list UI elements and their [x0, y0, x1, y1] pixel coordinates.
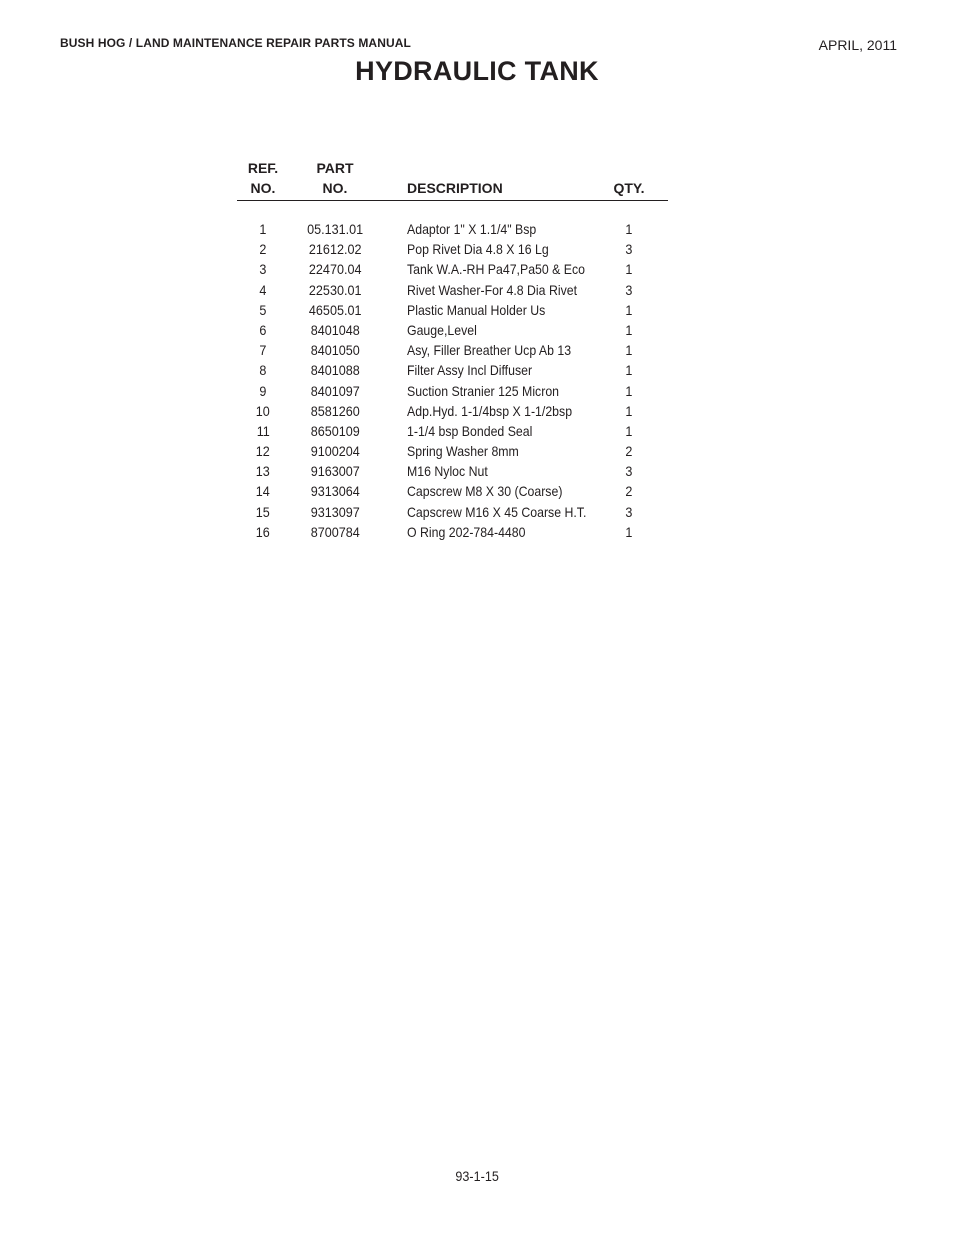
qty-cell-text: 3 — [625, 241, 633, 258]
header-ref-line1: REF. — [247, 160, 279, 176]
header-ref-line2: NO. — [250, 180, 276, 196]
part-number-cell-text: 22470.04 — [308, 261, 362, 278]
description-cell-text: Rivet Washer-For 4.8 Dia Rivet — [407, 281, 578, 298]
ref-cell — [237, 360, 289, 380]
part-number-cell — [297, 421, 373, 441]
part-number-cell-text: 9163007 — [310, 463, 360, 480]
qty-cell — [609, 421, 649, 441]
qty-cell — [609, 401, 649, 421]
ref-cell — [237, 239, 289, 259]
part-number-cell-text: 9313097 — [310, 503, 360, 520]
part-number-cell-text: 8401097 — [310, 382, 360, 399]
document-date: APRIL, 2011 — [818, 37, 897, 53]
table-row — [237, 300, 668, 320]
description-cell-text: Tank W.A.-RH Pa47,Pa50 & Eco — [407, 261, 586, 278]
header-part-line2: NO. — [322, 180, 348, 196]
qty-cell-text: 1 — [625, 402, 633, 419]
part-number-cell — [297, 300, 373, 320]
ref-cell — [237, 259, 289, 279]
description-cell-text: Capscrew M16 X 45 Coarse H.T. — [407, 503, 587, 520]
table-row — [237, 239, 668, 259]
description-cell — [407, 441, 534, 461]
qty-cell — [609, 381, 649, 401]
qty-cell-text: 1 — [625, 261, 633, 278]
table-row — [237, 280, 668, 300]
qty-cell-text: 1 — [625, 362, 633, 379]
description-cell-text: O Ring 202-784-4480 — [407, 523, 526, 540]
ref-cell — [237, 300, 289, 320]
description-cell-text: Filter Assy Incl Diffuser — [407, 362, 533, 379]
qty-cell — [609, 441, 649, 461]
part-number-cell-text: 46505.01 — [308, 301, 362, 318]
description-cell — [407, 320, 486, 340]
description-cell — [407, 481, 584, 501]
header-description: DESCRIPTION — [407, 180, 503, 196]
qty-cell-text: 3 — [625, 281, 633, 298]
part-number-cell-text: 22530.01 — [308, 281, 362, 298]
qty-cell-text: 1 — [625, 382, 633, 399]
description-cell — [407, 219, 554, 239]
parts-table — [237, 158, 668, 542]
description-cell — [407, 401, 595, 421]
qty-cell-text: 1 — [625, 523, 633, 540]
ref-cell — [237, 481, 289, 501]
table-row — [237, 401, 668, 421]
description-cell-text: Gauge,Level — [407, 321, 477, 338]
description-cell — [407, 421, 549, 441]
part-number-cell-text: 8700784 — [310, 523, 360, 540]
qty-cell-text: 1 — [625, 301, 633, 318]
header-qty: QTY. — [613, 180, 645, 196]
qty-cell-text: 3 — [625, 463, 633, 480]
part-number-cell — [297, 360, 373, 380]
part-number-cell — [297, 340, 373, 360]
part-number-cell — [297, 320, 373, 340]
qty-cell — [609, 481, 649, 501]
qty-cell — [609, 280, 649, 300]
ref-cell-text: 15 — [255, 503, 271, 520]
part-number-cell — [297, 219, 373, 239]
part-number-cell — [297, 502, 373, 522]
part-number-cell — [297, 481, 373, 501]
ref-cell-text: 16 — [255, 523, 271, 540]
ref-cell-text: 14 — [255, 483, 271, 500]
page-title: HYDRAULIC TANK — [355, 56, 599, 86]
table-row — [237, 461, 668, 481]
description-cell — [407, 340, 593, 360]
part-number-cell-text: 8401088 — [310, 362, 360, 379]
part-number-cell — [297, 239, 373, 259]
ref-cell-text: 5 — [259, 301, 267, 318]
part-number-cell-text: 21612.02 — [308, 241, 362, 258]
ref-cell-text: 3 — [259, 261, 267, 278]
table-row — [237, 381, 668, 401]
part-number-cell — [297, 280, 373, 300]
table-header — [237, 158, 668, 200]
table-row — [237, 481, 668, 501]
ref-cell — [237, 461, 289, 481]
description-cell-text: Spring Washer 8mm — [407, 443, 519, 460]
qty-cell-text: 1 — [625, 321, 633, 338]
qty-cell-text: 2 — [625, 483, 633, 500]
part-number-cell-text: 8581260 — [310, 402, 360, 419]
table-row — [237, 441, 668, 461]
page-number: 93-1-15 — [455, 1168, 499, 1184]
table-row — [237, 522, 668, 542]
part-number-cell-text: 9313064 — [310, 483, 360, 500]
description-cell — [407, 280, 600, 300]
qty-cell-text: 1 — [625, 221, 633, 237]
description-cell-text: Asy, Filler Breather Ucp Ab 13 — [407, 342, 572, 359]
ref-cell-text: 4 — [259, 281, 267, 298]
ref-cell — [237, 502, 289, 522]
table-row — [237, 340, 668, 360]
ref-cell-text: 10 — [255, 402, 271, 419]
ref-cell-text: 7 — [259, 342, 267, 359]
ref-cell-text: 8 — [259, 362, 267, 379]
manual-title: BUSH HOG / LAND MAINTENANCE REPAIR PARTS MANUAL — [60, 36, 411, 50]
part-number-cell — [297, 381, 373, 401]
description-cell-text: Plastic Manual Holder Us — [407, 301, 546, 318]
description-cell-text: Adp.Hyd. 1-1/4bsp X 1-1/2bsp — [407, 402, 573, 419]
header-divider — [237, 200, 668, 201]
description-cell — [407, 239, 568, 259]
qty-cell-text: 2 — [625, 443, 633, 460]
description-cell — [407, 300, 564, 320]
description-cell-text: Pop Rivet Dia 4.8 X 16 Lg — [407, 241, 549, 258]
description-cell-text: Suction Stranier 125 Micron — [407, 382, 560, 399]
ref-cell — [237, 381, 289, 401]
part-number-cell-text: 05.131.01 — [306, 221, 364, 237]
qty-cell — [609, 340, 649, 360]
ref-cell-text: 13 — [255, 463, 271, 480]
description-cell — [407, 259, 609, 279]
ref-cell — [237, 340, 289, 360]
description-cell-text: Capscrew M8 X 30 (Coarse) — [407, 483, 563, 500]
ref-cell-text: 1 — [259, 221, 267, 237]
qty-cell-text: 3 — [625, 503, 633, 520]
qty-cell — [609, 502, 649, 522]
ref-cell — [237, 522, 289, 542]
table-row — [237, 360, 668, 380]
qty-cell — [609, 219, 649, 239]
part-number-cell-text: 8650109 — [310, 422, 360, 439]
ref-cell-text: 6 — [259, 321, 267, 338]
qty-cell — [609, 320, 649, 340]
qty-cell — [609, 461, 649, 481]
qty-cell — [609, 239, 649, 259]
ref-cell-text: 2 — [259, 241, 267, 258]
header-part-line1: PART — [316, 160, 354, 176]
description-cell-text: 1-1/4 bsp Bonded Seal — [407, 422, 533, 439]
part-number-cell-text: 8401048 — [310, 321, 360, 338]
ref-cell-text: 11 — [256, 422, 270, 439]
qty-cell-text: 1 — [625, 342, 633, 359]
description-cell — [407, 522, 542, 542]
description-cell — [407, 461, 499, 481]
description-cell-text: Adaptor 1" X 1.1/4" Bsp — [407, 221, 537, 237]
description-cell — [407, 381, 580, 401]
qty-cell — [609, 259, 649, 279]
ref-cell — [237, 421, 289, 441]
ref-cell-text: 9 — [259, 382, 267, 399]
description-cell — [407, 502, 611, 522]
qty-cell — [609, 300, 649, 320]
ref-cell — [237, 441, 289, 461]
ref-cell — [237, 401, 289, 421]
table-row — [237, 421, 668, 441]
ref-cell — [237, 320, 289, 340]
part-number-cell — [297, 461, 373, 481]
part-number-cell — [297, 401, 373, 421]
ref-cell-text: 12 — [255, 443, 271, 460]
part-number-cell — [297, 259, 373, 279]
description-cell-text: M16 Nyloc Nut — [407, 463, 488, 480]
table-row — [237, 502, 668, 522]
ref-cell — [237, 280, 289, 300]
qty-cell — [609, 360, 649, 380]
table-row — [237, 259, 668, 279]
description-cell — [407, 360, 549, 380]
qty-cell-text: 1 — [625, 422, 633, 439]
qty-cell — [609, 522, 649, 542]
table-body — [237, 219, 668, 542]
part-number-cell-text: 9100204 — [310, 443, 360, 460]
part-number-cell — [297, 441, 373, 461]
part-number-cell-text: 8401050 — [310, 342, 360, 359]
table-row — [237, 320, 668, 340]
ref-cell — [237, 219, 289, 239]
part-number-cell — [297, 522, 373, 542]
table-row — [237, 219, 668, 239]
